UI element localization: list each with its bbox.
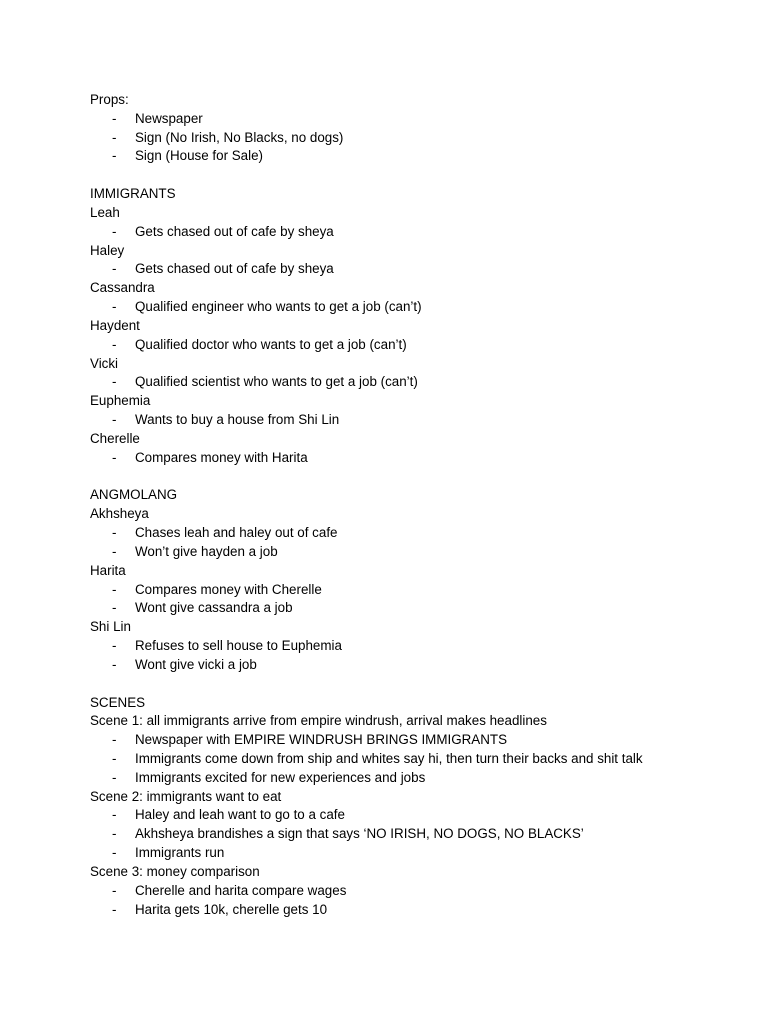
bullet-dash: - xyxy=(112,449,117,465)
scene-title: Scene 1: all immigrants arrive from empire windrush, arrival makes headlines xyxy=(90,713,547,729)
angmolang-heading: ANGMOLANG xyxy=(90,487,178,503)
character-note xyxy=(90,411,730,430)
character-name: Haydent xyxy=(90,317,140,333)
props-heading: Props: xyxy=(90,92,129,107)
character-name: Shi Lin xyxy=(90,619,131,635)
character-note-text: Gets chased out of cafe by sheya xyxy=(135,261,334,277)
bullet-dash: - xyxy=(112,826,117,842)
bullet-dash: - xyxy=(112,638,117,654)
bullet-dash: - xyxy=(112,412,117,428)
character-note-text: Refuses to sell house to Euphemia xyxy=(135,638,342,654)
character-name: Vicki xyxy=(90,355,119,371)
character-note-text: Compares money with Harita xyxy=(135,449,308,465)
scene-note-text: Akhsheya brandishes a sign that says ‘NO IRISH, NO DOGS, NO BLACKS’ xyxy=(135,826,584,842)
character-note-text: Compares money with Cherelle xyxy=(135,581,322,597)
bullet-dash: - xyxy=(112,882,117,898)
scene-note xyxy=(90,882,730,901)
bullet-dash: - xyxy=(112,148,117,164)
character-note xyxy=(90,581,730,600)
blank-line xyxy=(90,468,730,487)
bullet-dash: - xyxy=(112,261,117,277)
character-note-text: Wont give vicki a job xyxy=(135,656,257,672)
bullet-dash: - xyxy=(112,223,117,239)
bullet-dash: - xyxy=(112,336,117,352)
bullet-dash: - xyxy=(112,299,117,315)
bullet-dash: - xyxy=(112,374,117,390)
character-note xyxy=(90,298,730,317)
character-note xyxy=(90,223,730,242)
bullet-dash: - xyxy=(112,600,117,616)
scene-note-text: Cherelle and harita compare wages xyxy=(135,882,347,898)
props-item xyxy=(90,129,730,148)
scene-note-text: Immigrants excited for new experiences and jobs xyxy=(135,769,426,785)
character-name: Akhsheya xyxy=(90,506,149,522)
scene-note xyxy=(90,825,730,844)
character-note-text: Won’t give hayden a job xyxy=(135,543,278,559)
props-item xyxy=(90,147,730,166)
bullet-dash: - xyxy=(112,581,117,597)
scene-note-text: Haley and leah want to go to a cafe xyxy=(135,807,345,823)
character-name: Euphemia xyxy=(90,393,151,409)
character-name: Cassandra xyxy=(90,280,155,296)
bullet-dash: - xyxy=(112,769,117,785)
character-note-text: Wants to buy a house from Shi Lin xyxy=(135,412,340,428)
scene-note xyxy=(90,806,730,825)
bullet-dash: - xyxy=(112,750,117,766)
bullet-dash: - xyxy=(112,543,117,559)
character-note-text: Gets chased out of cafe by sheya xyxy=(135,223,334,239)
scene-note-text: Immigrants run xyxy=(135,845,225,861)
props-item xyxy=(90,110,730,129)
scene-title: Scene 2: immigrants want to eat xyxy=(90,788,282,804)
bullet-dash: - xyxy=(112,901,117,917)
character-note xyxy=(90,524,730,543)
scene-note xyxy=(90,901,730,920)
bullet-dash: - xyxy=(112,129,117,145)
character-name: Cherelle xyxy=(90,430,140,446)
character-note xyxy=(90,260,730,279)
scenes-heading: SCENES xyxy=(90,694,146,710)
character-note-text: Qualified doctor who wants to get a job (can’t) xyxy=(135,336,407,352)
document-body xyxy=(90,91,730,919)
props-item-text: Sign (No Irish, No Blacks, no dogs) xyxy=(135,129,344,145)
bullet-dash: - xyxy=(112,110,117,126)
bullet-dash: - xyxy=(112,656,117,672)
character-note-text: Qualified scientist who wants to get a job (can’t) xyxy=(135,374,418,390)
scene-note xyxy=(90,769,730,788)
bullet-dash: - xyxy=(112,845,117,861)
character-note xyxy=(90,637,730,656)
scene-note-text: Immigrants come down from ship and whites say hi, then turn their backs and shit talk xyxy=(135,750,643,766)
character-note xyxy=(90,336,730,355)
immigrants-heading: IMMIGRANTS xyxy=(90,186,176,202)
character-note-text: Qualified engineer who wants to get a job (can’t) xyxy=(135,299,422,315)
character-note xyxy=(90,656,730,675)
scene-note-text: Harita gets 10k, cherelle gets 10 xyxy=(135,901,328,917)
bullet-dash: - xyxy=(112,525,117,541)
scene-note xyxy=(90,844,730,863)
character-name: Leah xyxy=(90,204,120,220)
props-item-text: Sign (House for Sale) xyxy=(135,148,264,164)
character-note xyxy=(90,449,730,468)
character-name: Harita xyxy=(90,562,126,578)
scene-note xyxy=(90,731,730,750)
character-note-text: Chases leah and haley out of cafe xyxy=(135,525,338,541)
props-item-text: Newspaper xyxy=(135,110,203,126)
scene-note-text: Newspaper with EMPIRE WINDRUSH BRINGS IMMIGRANTS xyxy=(135,732,508,748)
character-note xyxy=(90,543,730,562)
blank-line xyxy=(90,166,730,185)
character-note xyxy=(90,599,730,618)
scene-title: Scene 3: money comparison xyxy=(90,863,260,879)
scene-note xyxy=(90,750,730,769)
character-note xyxy=(90,373,730,392)
character-name: Haley xyxy=(90,242,125,258)
blank-line xyxy=(90,675,730,694)
bullet-dash: - xyxy=(112,807,117,823)
character-note-text: Wont give cassandra a job xyxy=(135,600,293,616)
bullet-dash: - xyxy=(112,732,117,748)
